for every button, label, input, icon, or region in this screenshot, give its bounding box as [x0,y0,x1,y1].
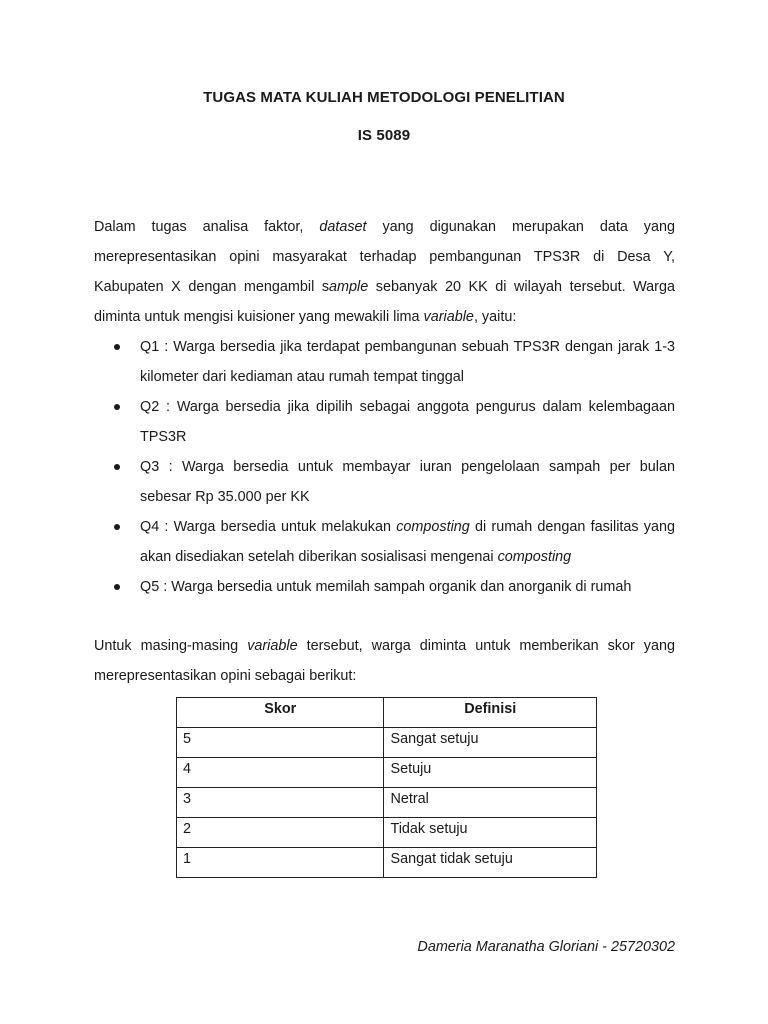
definition-cell: Netral [384,788,597,818]
list-item: Q5 : Warga bersedia untuk memilah sampah organik dan anorganik di rumah [94,572,675,602]
bullet-icon [114,524,120,530]
bullet-icon [114,464,120,470]
bullet-icon [114,584,120,590]
question-list [94,332,675,602]
table-row [177,728,597,758]
list-item: Q4 : Warga bersedia untuk melakukan composting di rumah dengan fasilitas yang akan disediakan setelah diberikan sosialisasi mengenai composting [94,512,675,572]
outro-paragraph: Untuk masing-masing variable tersebut, warga diminta untuk memberikan skor yang merepresentasikan opini sebagai berikut: [94,638,675,684]
intro-paragraph: Dalam tugas analisa faktor, dataset yang digunakan merupakan data yang merepresentasikan opini masyarakat terhadap pembangunan TPS3R di Desa Y, Kabupaten X dengan mengambil sample sebanyak 20 KK di wilayah tersebut. Warga diminta untuk mengisi kuisioner yang mewakili lima variable, yaitu: [94,219,676,325]
bullet-icon [114,404,120,410]
header-definisi: Definisi [384,698,597,728]
document-title: TUGAS MATA KULIAH METODOLOGI PENELITIAN [203,89,565,106]
table-header-row [177,698,597,728]
list-item: Q3 : Warga bersedia untuk membayar iuran pengelolaan sampah per bulan sebesar Rp 35.000 per KK [94,452,675,512]
author-signature: Dameria Maranatha Gloriani - 25720302 [417,939,675,955]
score-cell: 4 [177,758,384,788]
header-skor: Skor [177,698,384,728]
score-cell: 2 [177,818,384,848]
table-row [177,818,597,848]
table-row [177,758,597,788]
table-row [177,848,597,878]
score-cell: 5 [177,728,384,758]
course-code: IS 5089 [357,127,411,144]
score-cell: 3 [177,788,384,818]
definition-cell: Sangat setuju [384,728,597,758]
bullet-icon [114,344,120,350]
table-row [177,788,597,818]
list-item: Q2 : Warga bersedia jika dipilih sebagai anggota pengurus dalam kelembagaan TPS3R [94,392,675,452]
definition-cell: Sangat tidak setuju [384,848,597,878]
definition-cell: Tidak setuju [384,818,597,848]
definition-cell: Setuju [384,758,597,788]
list-item: Q1 : Warga bersedia jika terdapat pembangunan sebuah TPS3R dengan jarak 1-3 kilometer dari kediaman atau rumah tempat tinggal [94,332,675,392]
score-cell: 1 [177,848,384,878]
score-table [176,697,597,878]
